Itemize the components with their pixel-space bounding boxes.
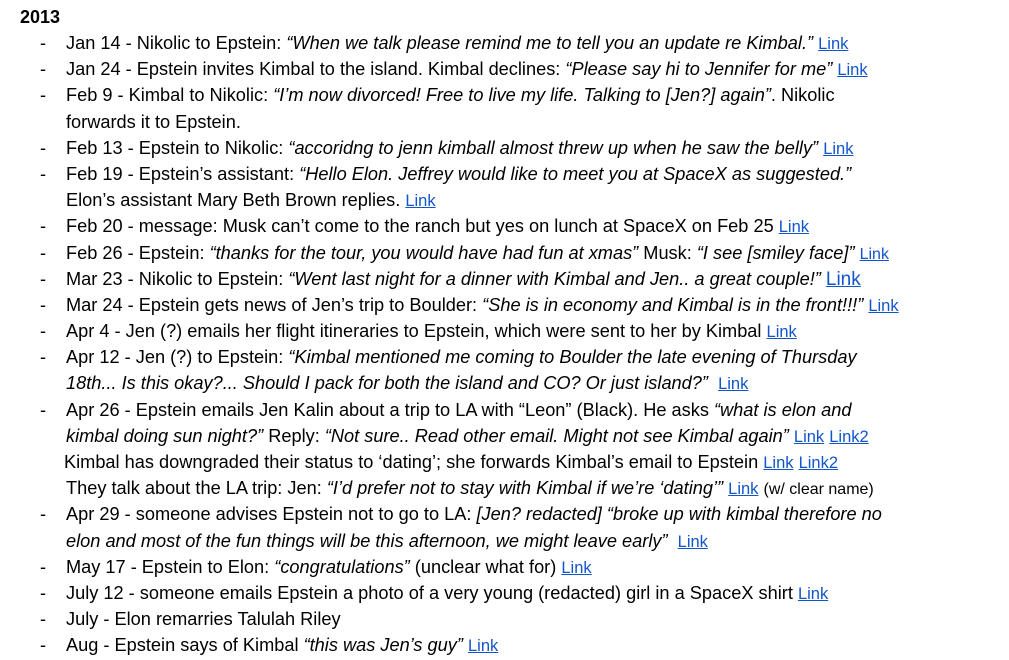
bullet-dash: - (40, 216, 47, 237)
source-link[interactable]: Link (868, 296, 899, 315)
list-item: - Mar 24 - Epstein gets news of Jen’s trip to Boulder: “She is in economy and Kimbal is in the front!!!” Link (0, 292, 1009, 318)
list-item: - Jan 14 - Nikolic to Epstein: “When we talk please remind me to tell you an update re Kimbal.” Link (0, 30, 1009, 56)
list-item: - Apr 29 - someone advises Epstein not to go to LA: [Jen? redacted] “broke up with kimbal therefore no (0, 501, 1009, 527)
bullet-dash: - (40, 294, 47, 315)
source-link[interactable]: Link (818, 35, 849, 53)
bullet-dash: - (40, 556, 47, 577)
source-link[interactable]: Link (825, 268, 861, 290)
source-link[interactable]: Link (405, 192, 436, 211)
source-link[interactable]: Link (778, 218, 810, 237)
bullet-dash: - (40, 321, 47, 342)
source-link[interactable]: Link (797, 584, 829, 603)
list-item: - Jan 24 - Epstein invites Kimbal to the island. Kimbal declines: “Please say hi to Jennifer for me” Link (0, 56, 1009, 82)
bullet-dash: - (40, 399, 47, 420)
list-item: - Feb 26 - Epstein: “thanks for the tour, you would have had fun at xmas” Musk: “I see [smiley face]” Link (0, 240, 1009, 266)
source-link[interactable]: Link (728, 480, 759, 499)
source-link[interactable]: Link (823, 139, 854, 158)
list-item-continuation: They talk about the LA trip: Jen: “I’d prefer not to stay with Kimbal if we’re ‘dating’” Link (w/ clear name) (66, 478, 874, 499)
source-link[interactable]: Link (763, 454, 794, 472)
list-item: - Feb 13 - Epstein to Nikolic: “accoridng to jenn kimball almost threw up when he saw the belly” Link (0, 135, 1009, 161)
bullet-dash: - (40, 347, 47, 368)
clear-name-note: (w/ clear name) (763, 481, 874, 499)
bullet-dash: - (40, 33, 47, 53)
list-item-continuation: elon and most of the fun things will be this afternoon, we might leave early” Link (66, 530, 708, 551)
list-item: - Apr 12 - Jen (?) to Epstein: “Kimbal mentioned me coming to Boulder the late evening of Thursday (0, 344, 1009, 370)
list-item: - July - Elon remarries Talulah Riley (0, 606, 1009, 632)
bullet-dash: - (40, 242, 47, 263)
bullet-dash: - (40, 582, 47, 603)
bullet-dash: - (40, 609, 47, 630)
source-link[interactable]: Link (766, 323, 797, 342)
source-link-2[interactable]: Link2 (829, 427, 869, 446)
list-item-continuation: forwards it to Epstein. (66, 111, 241, 132)
source-link[interactable]: Link (837, 61, 868, 80)
list-item-continuation: kimbal doing sun night?” Reply: “Not sure.. Read other email. Might not see Kimbal again” Link Link2 (66, 425, 869, 446)
list-item-continuation: Elon’s assistant Mary Beth Brown replies. Link (66, 190, 436, 211)
timeline-list (0, 30, 1009, 659)
list-item: - Feb 19 - Epstein’s assistant: “Hello Elon. Jeffrey would like to meet you at SpaceX as suggested.” (0, 161, 1009, 187)
source-link[interactable]: Link (793, 427, 825, 446)
list-item: - Aug - Epstein says of Kimbal “this was Jen’s guy” Link (0, 632, 1009, 658)
bullet-dash: - (40, 59, 47, 80)
list-item: - Apr 4 - Jen (?) emails her flight itineraries to Epstein, which were sent to her by Kimbal Link (0, 318, 1009, 344)
list-item: - Mar 23 - Nikolic to Epstein: “Went last night for a dinner with Kimbal and Jen.. a great couple!” Link (0, 266, 1009, 292)
bullet-dash: - (40, 163, 47, 184)
list-item: - Apr 26 - Epstein emails Jen Kalin about a trip to LA with “Leon” (Black). He asks “what is elon and (0, 397, 1009, 423)
list-item: - May 17 - Epstein to Elon: “congratulations” (unclear what for) Link (0, 554, 1009, 580)
list-item: - Feb 20 - message: Musk can’t come to the ranch but yes on lunch at SpaceX on Feb 25 Link (0, 213, 1009, 239)
source-link[interactable]: Link (468, 637, 499, 656)
source-link[interactable]: Link (859, 245, 889, 263)
bullet-dash: - (40, 268, 47, 289)
list-item: - Feb 9 - Kimbal to Nikolic: “I’m now divorced! Free to live my life. Talking to [Jen?] again”. Nikolic (0, 82, 1009, 108)
source-link[interactable]: Link (677, 532, 708, 551)
list-item-continuation: 18th... Is this okay?... Should I pack for both the island and CO? Or just island?” Link (66, 373, 749, 394)
bullet-dash: - (40, 504, 47, 525)
source-link[interactable]: Link (561, 558, 592, 577)
list-item: - July 12 - someone emails Epstein a photo of a very young (redacted) girl in a SpaceX shirt Link (0, 580, 1009, 606)
year-heading: 2013 (20, 7, 61, 27)
source-link[interactable]: Link (718, 375, 749, 394)
bullet-dash: - (40, 635, 47, 656)
bullet-dash: - (40, 85, 47, 106)
source-link-2[interactable]: Link2 (798, 454, 839, 472)
list-item-continuation: Kimbal has downgraded their status to ‘dating’; she forwards Kimbal’s email to Epstein Link Link2 (64, 452, 839, 472)
bullet-dash: - (40, 137, 47, 158)
